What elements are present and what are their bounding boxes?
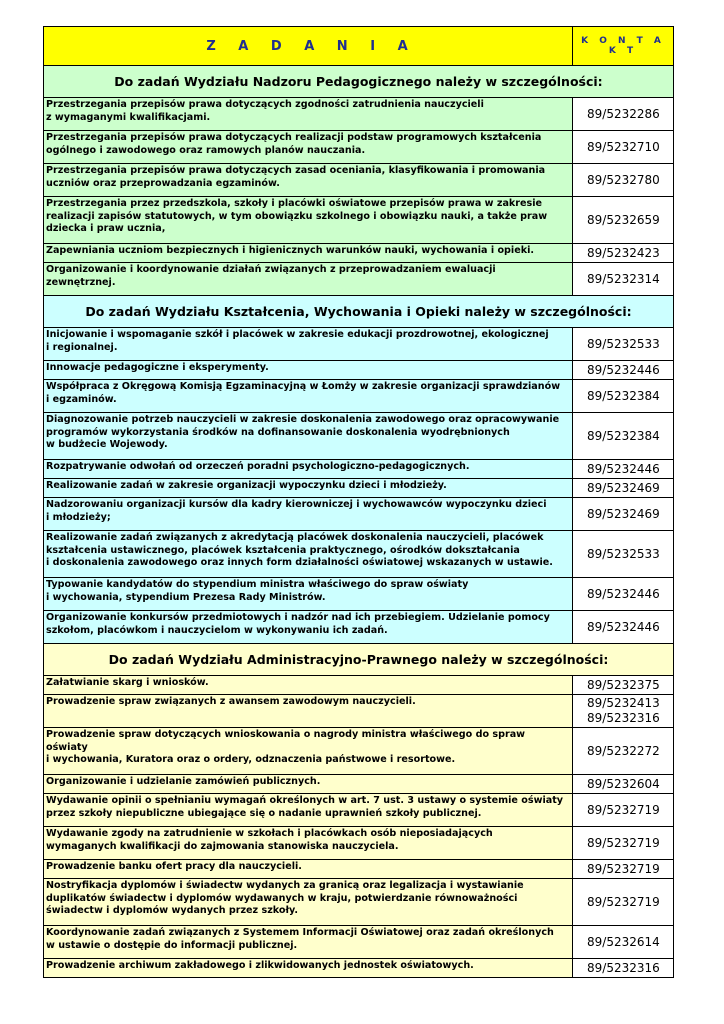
section-header	[44, 296, 674, 328]
task-row	[44, 611, 674, 644]
task-row	[44, 98, 674, 131]
task-description: Realizowanie zadań w zakresie organizacji wypoczynku dzieci i młodzieży.	[44, 479, 573, 498]
task-row	[44, 728, 674, 775]
task-row	[44, 328, 674, 361]
task-row	[44, 531, 674, 578]
task-description: Realizowanie zadań związanych z akredytacją placówek doskonalenia nauczycieli, placówek kształcenia ustawicznego, placówek kształcenia praktycznego, ośrodków dokształcania i doskonalenia zawodowego oraz innych form działalności oświatowej wskazanych w ustawie.	[44, 531, 573, 578]
task-description: Nostryfikacja dyplomów i świadectw wydanych za granicą oraz legalizacja i wystawianie duplikatów świadectw i dyplomów wydawanych w kraju, potwierdzanie równoważności świadectw i dyplomów wydanych przez szkoły.	[44, 879, 573, 926]
contact-phone: 89/5232272	[573, 728, 674, 775]
task-description: Inicjowanie i wspomaganie szkół i placówek w zakresie edukacji prozdrowotnej, ekologicznej i regionalnej.	[44, 328, 573, 361]
task-description: Przestrzegania przepisów prawa dotyczących zasad oceniania, klasyfikowania i promowania uczniów oraz przeprowadzania egzaminów.	[44, 164, 573, 197]
section-title: Do zadań Wydziału Kształcenia, Wychowania i Opieki należy w szczególności:	[44, 296, 674, 328]
task-row	[44, 676, 674, 695]
tasks-table	[43, 26, 674, 978]
section-title: Do zadań Wydziału Administracyjno-Prawnego należy w szczególności:	[44, 644, 674, 676]
task-row	[44, 244, 674, 263]
task-description: Zapewniania uczniom bezpiecznych i higienicznych warunków nauki, wychowania i opieki.	[44, 244, 573, 263]
contact-phone: 89/5232780	[573, 164, 674, 197]
task-description: Rozpatrywanie odwołań od orzeczeń poradni psychologiczno-pedagogicznych.	[44, 460, 573, 479]
task-description: Wydawanie zgody na zatrudnienie w szkołach i placówkach osób nieposiadających wymaganych kwalifikacji do zajmowania stanowiska nauczyciela.	[44, 827, 573, 860]
task-row	[44, 131, 674, 164]
task-row	[44, 413, 674, 460]
section-header	[44, 644, 674, 676]
task-description: Innowacje pedagogiczne i eksperymenty.	[44, 361, 573, 380]
task-description: Przestrzegania przepisów prawa dotyczących zgodności zatrudnienia nauczycieli z wymaganymi kwalifikacjami.	[44, 98, 573, 131]
contact-phone: 89/5232533	[573, 531, 674, 578]
contact-phone: 89/5232719	[573, 827, 674, 860]
contact-phone: 89/5232446	[573, 361, 674, 380]
task-row	[44, 460, 674, 479]
header-contact: K O N T A K T	[573, 27, 674, 66]
task-row	[44, 361, 674, 380]
task-description: Organizowanie konkursów przedmiotowych i nadzór nad ich przebiegiem. Udzielanie pomocy szkołom, placówkom i nauczycielom w wykonywaniu ich zadań.	[44, 611, 573, 644]
contact-phone: 89/5232719	[573, 794, 674, 827]
contact-phone: 89/5232469	[573, 498, 674, 531]
contact-phone: 89/5232314	[573, 263, 674, 296]
task-row	[44, 578, 674, 611]
contact-phone: 89/5232375	[573, 676, 674, 695]
contact-phone: 89/5232316	[573, 959, 674, 978]
task-row	[44, 827, 674, 860]
task-row	[44, 380, 674, 413]
task-description: Prowadzenie spraw dotyczących wnioskowania o nagrody ministra właściwego do spraw oświaty i wychowania, Kuratora oraz o ordery, odznaczenia państwowe i resortowe.	[44, 728, 573, 775]
task-description: Organizowanie i koordynowanie działań związanych z przeprowadzaniem ewaluacji zewnętrznej.	[44, 263, 573, 296]
header-tasks: Z A D A N I A	[44, 27, 573, 66]
header-row	[44, 27, 674, 66]
contact-phone: 89/5232533	[573, 328, 674, 361]
task-row	[44, 479, 674, 498]
contact-phone: 89/5232614	[573, 926, 674, 959]
section-header	[44, 66, 674, 98]
task-row	[44, 926, 674, 959]
contact-phone: 89/5232286	[573, 98, 674, 131]
task-row	[44, 959, 674, 978]
task-row	[44, 775, 674, 794]
contact-phone: 89/5232719	[573, 860, 674, 879]
task-description: Prowadzenie spraw związanych z awansem zawodowym nauczycieli.	[44, 695, 573, 728]
contact-phone: 89/5232604	[573, 775, 674, 794]
contact-phone: 89/5232719	[573, 879, 674, 926]
task-row	[44, 794, 674, 827]
contact-phone: 89/5232384	[573, 380, 674, 413]
task-description: Współpraca z Okręgową Komisją Egzaminacyjną w Łomży w zakresie organizacji sprawdzianów i egzaminów.	[44, 380, 573, 413]
tasks-table-body	[44, 27, 674, 978]
task-row	[44, 879, 674, 926]
contact-phone: 89/5232423	[573, 244, 674, 263]
task-row	[44, 695, 674, 728]
contact-phone: 89/5232446	[573, 578, 674, 611]
task-description: Typowanie kandydatów do stypendium ministra właściwego do spraw oświaty i wychowania, stypendium Prezesa Rady Ministrów.	[44, 578, 573, 611]
task-row	[44, 164, 674, 197]
contact-phone: 89/5232446	[573, 460, 674, 479]
task-description: Załatwianie skarg i wniosków.	[44, 676, 573, 695]
section-title: Do zadań Wydziału Nadzoru Pedagogicznego należy w szczególności:	[44, 66, 674, 98]
contact-phone: 89/5232413 89/5232316	[573, 695, 674, 728]
task-row	[44, 498, 674, 531]
contact-phone: 89/5232659	[573, 197, 674, 244]
contact-phone: 89/5232446	[573, 611, 674, 644]
task-row	[44, 860, 674, 879]
contact-phone: 89/5232469	[573, 479, 674, 498]
contact-phone: 89/5232710	[573, 131, 674, 164]
task-description: Prowadzenie banku ofert pracy dla nauczycieli.	[44, 860, 573, 879]
task-description: Nadzorowaniu organizacji kursów dla kadry kierowniczej i wychowawców wypoczynku dzieci i młodzieży;	[44, 498, 573, 531]
contact-phone: 89/5232384	[573, 413, 674, 460]
task-description: Diagnozowanie potrzeb nauczycieli w zakresie doskonalenia zawodowego oraz opracowywanie programów wykorzystania środków na dofinansowanie doskonalenia wyodrębnionych w budżecie Wojewody.	[44, 413, 573, 460]
task-description: Wydawanie opinii o spełnianiu wymagań określonych w art. 7 ust. 3 ustawy o systemie oświaty przez szkoły niepubliczne ubiegające się o nadanie uprawnień szkoły publicznej.	[44, 794, 573, 827]
task-description: Przestrzegania przez przedszkola, szkoły i placówki oświatowe przepisów prawa w zakresie realizacji zapisów statutowych, w tym obowiązku szkolnego i obowiązku nauki, a także praw dziecka i praw ucznia,	[44, 197, 573, 244]
task-description: Koordynowanie zadań związanych z Systemem Informacji Oświatowej oraz zadań określonych w ustawie o dostępie do informacji publicznej.	[44, 926, 573, 959]
task-description: Przestrzegania przepisów prawa dotyczących realizacji podstaw programowych kształcenia ogólnego i zawodowego oraz ramowych planów nauczania.	[44, 131, 573, 164]
task-row	[44, 197, 674, 244]
task-description: Organizowanie i udzielanie zamówień publicznych.	[44, 775, 573, 794]
task-description: Prowadzenie archiwum zakładowego i zlikwidowanych jednostek oświatowych.	[44, 959, 573, 978]
task-row	[44, 263, 674, 296]
